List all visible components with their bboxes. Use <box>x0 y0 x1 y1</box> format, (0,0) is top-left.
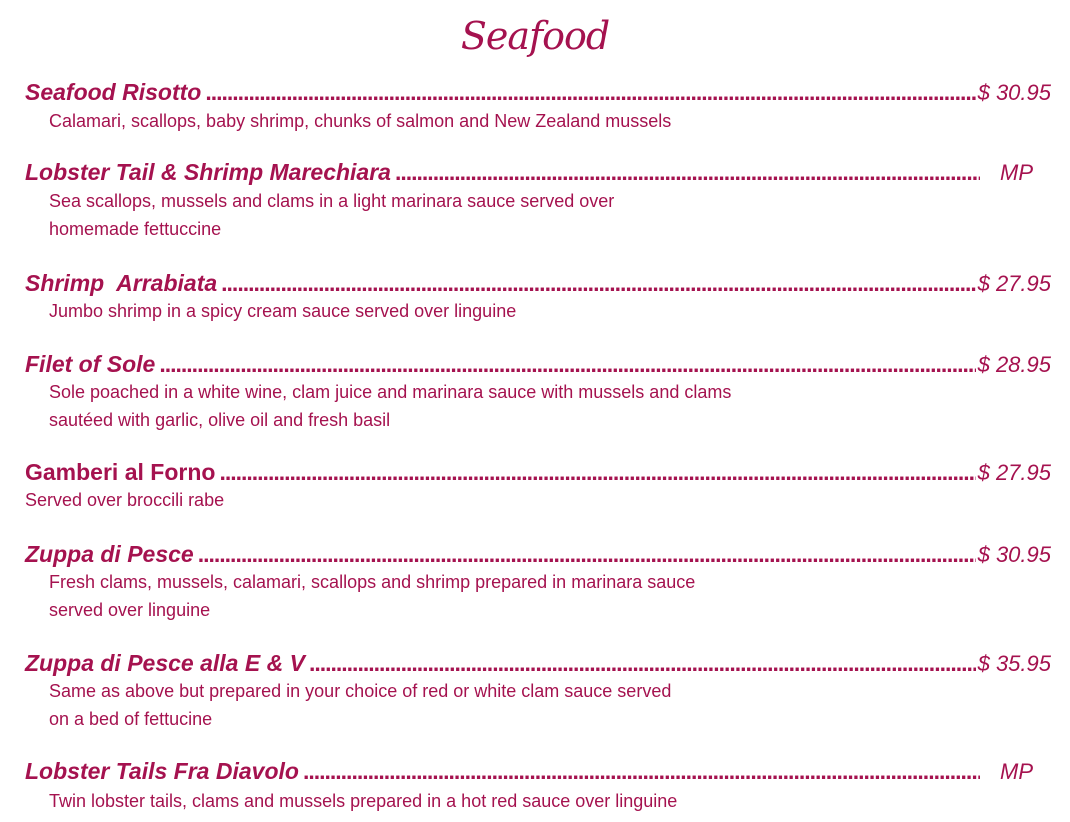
item-description: Sole poached in a white wine, clam juice and marinara sauce with mussels and clams sautéed with garlic, olive oil and fresh basil <box>49 382 732 430</box>
item-price: $ 35.95 <box>977 651 1051 676</box>
dot-leader <box>309 648 976 678</box>
item-name: Lobster Tails Fra Diavolo <box>25 758 299 784</box>
dot-leader <box>159 349 975 379</box>
item-description: Calamari, scallops, baby shrimp, chunks of salmon and New Zealand mussels <box>49 111 672 131</box>
item-name: Shrimp Arrabiata <box>25 270 218 296</box>
item-description: Jumbo shrimp in a spicy cream sauce served over linguine <box>49 301 517 321</box>
item-header <box>25 457 1051 487</box>
item-header <box>25 648 1051 678</box>
item-description: Fresh clams, mussels, calamari, scallops and shrimp prepared in marinara sauce served over linguine <box>49 572 696 620</box>
page-title: Seafood <box>460 14 610 58</box>
item-name: Zuppa di Pesce alla E & V <box>25 650 305 676</box>
item-header <box>25 77 1051 107</box>
item-description: Sea scallops, mussels and clams in a light marinara sauce served over homemade fettuccine <box>49 191 615 239</box>
dot-leader <box>303 756 980 786</box>
dot-leader <box>205 77 975 107</box>
item-name: Filet of Sole <box>25 351 156 377</box>
item-price: $ 27.95 <box>977 460 1051 485</box>
item-description: Served over broccili rabe <box>25 490 225 510</box>
item-name: Gamberi al Forno <box>25 459 216 485</box>
item-header <box>25 539 1051 569</box>
item-price: $ 30.95 <box>977 80 1051 105</box>
item-header <box>25 268 1051 298</box>
item-name: Lobster Tail & Shrimp Marechiara <box>25 159 391 185</box>
dot-leader <box>221 268 975 298</box>
item-name: Seafood Risotto <box>25 79 202 105</box>
dot-leader <box>219 457 975 487</box>
item-description: Same as above but prepared in your choice of red or white clam sauce served on a bed of fettucine <box>49 681 672 729</box>
item-header <box>25 157 1033 187</box>
item-name: Zuppa di Pesce <box>25 541 194 567</box>
item-price: MP <box>1000 160 1033 185</box>
dot-leader <box>198 539 976 569</box>
item-description: Twin lobster tails, clams and mussels prepared in a hot red sauce over linguine <box>49 791 678 811</box>
item-price: $ 30.95 <box>977 542 1051 567</box>
item-header <box>25 349 1051 379</box>
item-price: $ 27.95 <box>977 271 1051 296</box>
dot-leader <box>395 157 980 187</box>
item-header <box>25 756 1033 786</box>
item-price: $ 28.95 <box>977 352 1051 377</box>
item-price: MP <box>1000 759 1033 784</box>
